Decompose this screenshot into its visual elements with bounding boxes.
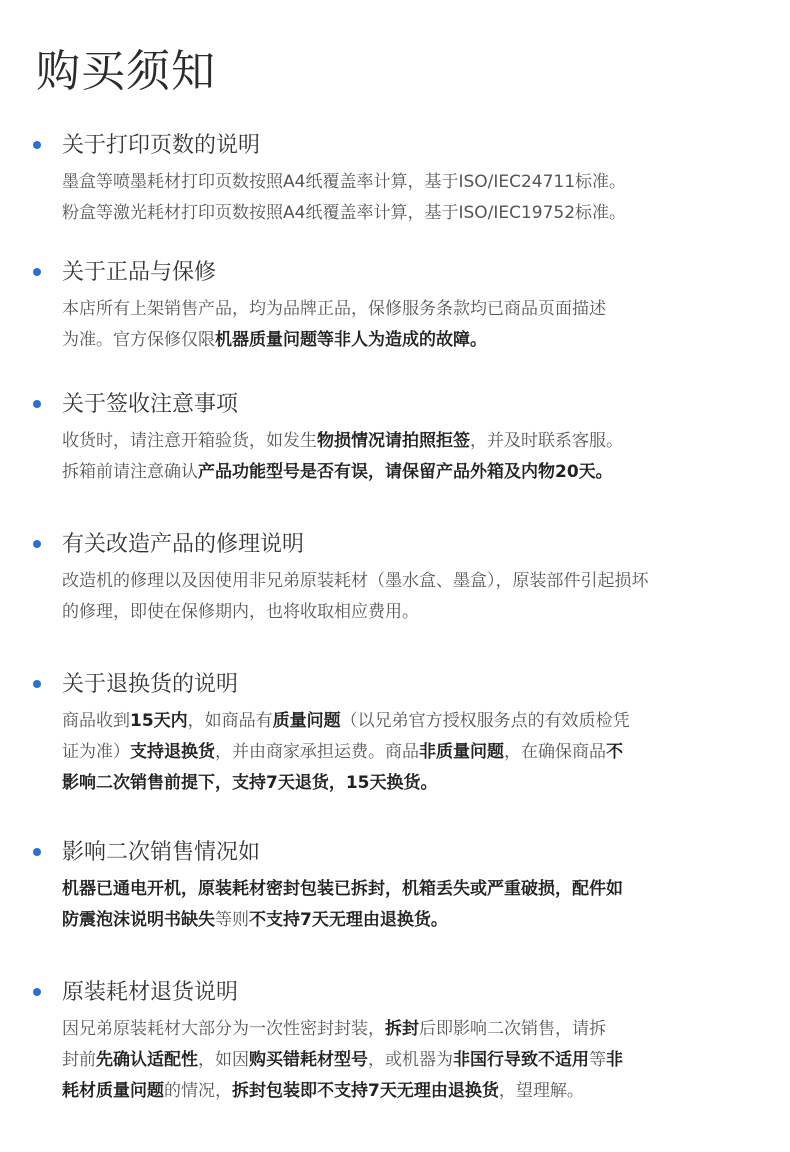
emphasis-text: 拆封包装即不支持7天无理由退换货 (232, 1081, 499, 1101)
emphasis-text: 非 (606, 1050, 623, 1070)
section-returns (0, 670, 790, 793)
emphasis-text: 先确认适配性 (96, 1050, 198, 1070)
section-secondary-sale (0, 838, 790, 930)
section-heading-row (0, 530, 790, 560)
body-text: 等 (589, 1050, 606, 1070)
section-genuine-warranty (0, 258, 790, 350)
bullet-dot-icon (33, 540, 41, 548)
paragraph-line (62, 874, 742, 905)
body-text: 商品收到 (62, 711, 130, 731)
paragraph-line (62, 1045, 742, 1076)
paragraph-line (62, 325, 742, 356)
body-text: ，并由商家承担运费。商品 (215, 742, 419, 762)
section-heading-row (0, 838, 790, 868)
body-text: ，如商品有 (187, 711, 273, 731)
body-text: 为准。官方保修仅限 (62, 330, 215, 350)
emphasis-text: 影响二次销售前提下，支持7天退货，15天换货。 (62, 773, 438, 793)
bullet-dot-icon (33, 268, 41, 276)
paragraph-line (62, 198, 742, 229)
paragraph-line (62, 457, 742, 488)
section-heading: 原装耗材退货说明 (62, 980, 239, 1005)
section-heading-row (0, 390, 790, 420)
bullet-dot-icon (33, 400, 41, 408)
body-text: 本店所有上架销售产品，均为品牌正品，保修服务条款均已商品页面描述 (62, 299, 606, 319)
section-heading-row (0, 978, 790, 1008)
section-receipt (0, 390, 790, 482)
body-text: 等则 (215, 910, 249, 930)
section-heading: 关于签收注意事项 (62, 392, 239, 417)
section-heading-row (0, 258, 790, 288)
emphasis-text: 拆封 (385, 1019, 419, 1039)
section-heading: 关于打印页数的说明 (62, 133, 261, 158)
body-text: 粉盒等激光耗材打印页数按照A4纸覆盖率计算，基于ISO/IEC19752标准。 (62, 203, 627, 223)
section-paragraph (62, 294, 742, 356)
emphasis-text: 质量问题 (272, 711, 341, 731)
body-text: 证为准） (62, 742, 130, 762)
bullet-dot-icon (33, 848, 41, 856)
section-heading: 关于正品与保修 (62, 260, 217, 285)
section-print-pages (0, 131, 790, 223)
section-paragraph (62, 1014, 742, 1107)
emphasis-text: 耗材质量问题 (62, 1081, 164, 1101)
body-text: 收货时，请注意开箱验货，如发生 (62, 431, 317, 451)
paragraph-line (62, 905, 742, 936)
section-heading: 有关改造产品的修理说明 (62, 532, 305, 557)
paragraph-line (62, 294, 742, 325)
emphasis-text: 产品功能型号是否有误，请保留产品外箱及内物20天。 (198, 462, 613, 482)
body-text: 因兄弟原装耗材大部分为一次性密封封装， (62, 1019, 385, 1039)
body-text: 改造机的修理以及因使用非兄弟原装耗材（墨水盒、墨盒），原装部件引起损坏 (62, 571, 649, 591)
paragraph-line (62, 566, 742, 597)
paragraph-line (62, 737, 742, 768)
body-text: 的情况， (164, 1081, 232, 1101)
paragraph-line (62, 1014, 742, 1045)
body-text: ，在确保商品 (504, 742, 606, 762)
section-paragraph (62, 874, 742, 936)
section-consumables-return (0, 978, 790, 1101)
body-text: ，望理解。 (498, 1081, 584, 1101)
paragraph-line (62, 706, 742, 737)
paragraph-line (62, 1076, 742, 1107)
paragraph-line (62, 167, 742, 198)
section-paragraph (62, 167, 742, 229)
body-text: 拆箱前请注意确认 (62, 462, 198, 482)
section-heading-row (0, 670, 790, 700)
section-heading: 影响二次销售情况如 (62, 840, 261, 865)
emphasis-text: 购买错耗材型号 (249, 1050, 368, 1070)
bullet-dot-icon (33, 680, 41, 688)
section-paragraph (62, 706, 742, 799)
body-text: 封前 (62, 1050, 96, 1070)
emphasis-text: 15天内 (130, 711, 188, 731)
emphasis-text: 机器已通电开机，原装耗材密封包装已拆封，机箱丢失或严重破损，配件如 (62, 879, 623, 899)
emphasis-text: 不支持7天无理由退换货。 (249, 910, 448, 930)
emphasis-text: 非质量问题 (419, 742, 504, 762)
emphasis-text: 物损情况请拍照拒签 (317, 431, 470, 451)
emphasis-text: 支持退换货 (130, 742, 215, 762)
body-text: ，并及时联系客服。 (470, 431, 623, 451)
paragraph-line (62, 768, 742, 799)
emphasis-text: 不 (606, 742, 623, 762)
section-heading-row (0, 131, 790, 161)
body-text: （以兄弟官方授权服务点的有效质检凭 (340, 711, 630, 731)
section-heading: 关于退换货的说明 (62, 672, 239, 697)
body-text: 后即影响二次销售，请拆 (419, 1019, 606, 1039)
emphasis-text: 非国行导致不适用 (453, 1050, 589, 1070)
body-text: ，或机器为 (368, 1050, 453, 1070)
paragraph-line (62, 597, 742, 628)
emphasis-text: 防震泡沫说明书缺失 (62, 910, 215, 930)
section-modified-repair (0, 530, 790, 622)
bullet-dot-icon (33, 988, 41, 996)
section-paragraph (62, 426, 742, 488)
body-text: 的修理，即使在保修期内，也将收取相应费用。 (62, 602, 419, 622)
section-paragraph (62, 566, 742, 628)
bullet-dot-icon (33, 141, 41, 149)
body-text: ，如因 (198, 1050, 249, 1070)
emphasis-text: 机器质量问题等非人为造成的故障。 (215, 330, 487, 350)
body-text: 墨盒等喷墨耗材打印页数按照A4纸覆盖率计算，基于ISO/IEC24711标准。 (62, 172, 627, 192)
paragraph-line (62, 426, 742, 457)
page-title: 购买须知 (36, 46, 216, 97)
